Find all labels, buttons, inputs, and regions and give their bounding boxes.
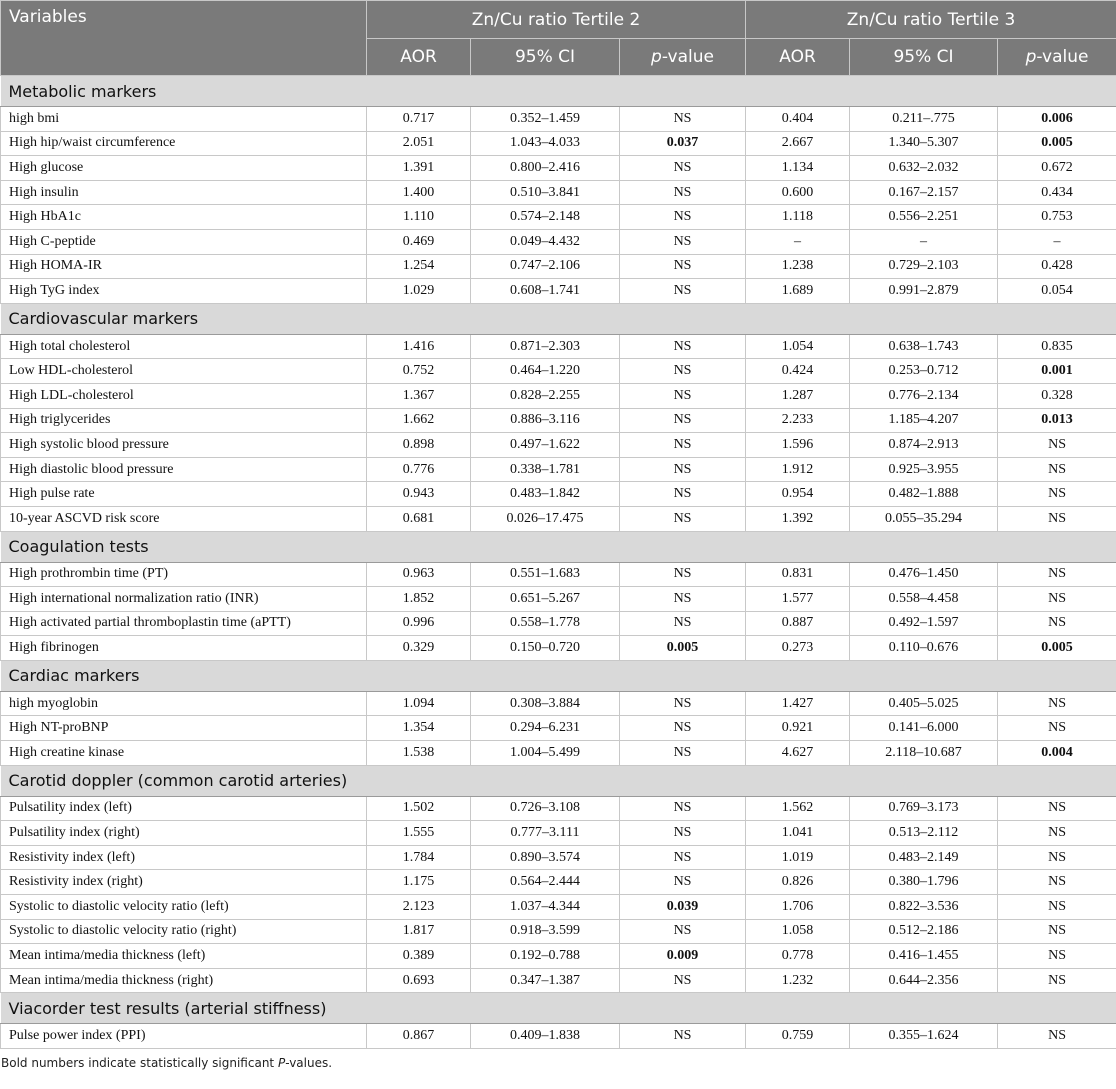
t3-aor-cell: 1.706 [746, 895, 850, 920]
t2-ci-cell: 0.608–1.741 [471, 279, 620, 304]
variable-cell: High hip/waist circumference [1, 131, 367, 156]
t2-aor-cell: 0.389 [367, 944, 471, 969]
section-title: Cardiovascular markers [1, 303, 1116, 334]
variable-cell: High TyG index [1, 279, 367, 304]
t3-aor-cell: 1.287 [746, 383, 850, 408]
section-row [1, 76, 1116, 107]
table-row [1, 180, 1116, 205]
section-title: Metabolic markers [1, 76, 1116, 107]
t2-ci-cell: 0.551–1.683 [471, 562, 620, 587]
t3-pvalue-cell: 0.672 [998, 156, 1116, 181]
t2-ci-cell: 0.800–2.416 [471, 156, 620, 181]
t3-pvalue-cell: NS [998, 482, 1116, 507]
t2-ci-cell: 0.338–1.781 [471, 457, 620, 482]
table-row [1, 359, 1116, 384]
t3-ci-cell: 0.405–5.025 [850, 691, 998, 716]
t3-pvalue-cell: NS [998, 1024, 1116, 1049]
t3-aor-cell: 0.921 [746, 716, 850, 741]
t2-ci-cell: 0.049–4.432 [471, 229, 620, 254]
t2-pvalue-cell: NS [620, 229, 746, 254]
t3-pvalue-cell: NS [998, 968, 1116, 993]
section-title: Cardiac markers [1, 660, 1116, 691]
t3-aor-cell: 1.689 [746, 279, 850, 304]
t3-ci-cell: 0.141–6.000 [850, 716, 998, 741]
t2-pvalue-cell: 0.009 [620, 944, 746, 969]
t2-pvalue-cell: NS [620, 1024, 746, 1049]
t3-pvalue-cell: 0.005 [998, 131, 1116, 156]
t2-aor-header: AOR [367, 39, 471, 76]
t3-ci-cell: 0.355–1.624 [850, 1024, 998, 1049]
t2-aor-cell: 0.717 [367, 107, 471, 132]
variable-cell: 10-year ASCVD risk score [1, 506, 367, 531]
t2-aor-cell: 1.254 [367, 254, 471, 279]
t2-ci-cell: 0.890–3.574 [471, 845, 620, 870]
t2-aor-cell: 1.662 [367, 408, 471, 433]
t2-aor-cell: 0.329 [367, 636, 471, 661]
table-row [1, 691, 1116, 716]
t3-ci-cell: 0.632–2.032 [850, 156, 998, 181]
t3-pvalue-cell: 0.054 [998, 279, 1116, 304]
t3-aor-cell: 0.424 [746, 359, 850, 384]
t3-aor-cell: 1.912 [746, 457, 850, 482]
t3-ci-cell: 0.482–1.888 [850, 482, 998, 507]
t3-ci-cell: 0.512–2.186 [850, 919, 998, 944]
t3-pvalue-cell: NS [998, 821, 1116, 846]
variable-cell: High glucose [1, 156, 367, 181]
t3-pvalue-cell: – [998, 229, 1116, 254]
t2-aor-cell: 1.784 [367, 845, 471, 870]
t3-ci-cell: 0.055–35.294 [850, 506, 998, 531]
t2-aor-cell: 2.123 [367, 895, 471, 920]
t3-ci-cell: 0.991–2.879 [850, 279, 998, 304]
t3-ci-cell: 0.769–3.173 [850, 796, 998, 821]
t2-aor-cell: 0.681 [367, 506, 471, 531]
t2-aor-cell: 0.693 [367, 968, 471, 993]
tertile2-header: Zn/Cu ratio Tertile 2 [367, 1, 746, 39]
t3-aor-header: AOR [746, 39, 850, 76]
variable-cell: Systolic to diastolic velocity ratio (left) [1, 895, 367, 920]
t2-pvalue-cell: NS [620, 821, 746, 846]
t3-ci-cell: 0.776–2.134 [850, 383, 998, 408]
table-row [1, 870, 1116, 895]
t2-ci-cell: 0.747–2.106 [471, 254, 620, 279]
t2-ci-cell: 0.510–3.841 [471, 180, 620, 205]
t3-aor-cell: 2.233 [746, 408, 850, 433]
t2-pvalue-cell: NS [620, 254, 746, 279]
t3-pvalue-cell: NS [998, 433, 1116, 458]
t2-aor-cell: 1.391 [367, 156, 471, 181]
t2-ci-cell: 0.409–1.838 [471, 1024, 620, 1049]
variable-cell: Mean intima/media thickness (left) [1, 944, 367, 969]
t2-ci-cell: 0.347–1.387 [471, 968, 620, 993]
t2-pvalue-cell: 0.039 [620, 895, 746, 920]
t3-ci-cell: 1.185–4.207 [850, 408, 998, 433]
t2-ci-header: 95% CI [471, 39, 620, 76]
t3-aor-cell: 1.041 [746, 821, 850, 846]
section-row [1, 765, 1116, 796]
t2-pvalue-cell: NS [620, 433, 746, 458]
t2-ci-cell: 0.828–2.255 [471, 383, 620, 408]
variable-cell: Pulsatility index (left) [1, 796, 367, 821]
variable-cell: Systolic to diastolic velocity ratio (right) [1, 919, 367, 944]
t2-pvalue-cell: NS [620, 716, 746, 741]
t3-aor-cell: 1.019 [746, 845, 850, 870]
t3-ci-cell: 0.492–1.597 [850, 611, 998, 636]
t2-pvalue-cell: NS [620, 457, 746, 482]
pvalue-suffix: -value [1036, 47, 1089, 67]
table-row [1, 279, 1116, 304]
table-row [1, 845, 1116, 870]
t2-ci-cell: 0.726–3.108 [471, 796, 620, 821]
t3-pvalue-cell: 0.004 [998, 741, 1116, 766]
t2-ci-cell: 1.043–4.033 [471, 131, 620, 156]
t3-pvalue-cell: 0.013 [998, 408, 1116, 433]
t2-aor-cell: 1.416 [367, 334, 471, 359]
variable-cell: High fibrinogen [1, 636, 367, 661]
variable-cell: Pulsatility index (right) [1, 821, 367, 846]
t3-aor-cell: 1.054 [746, 334, 850, 359]
variable-cell: High international normalization ratio (INR) [1, 587, 367, 612]
variable-cell: High activated partial thromboplastin time (aPTT) [1, 611, 367, 636]
variable-cell: High HbA1c [1, 205, 367, 230]
t2-aor-cell: 0.898 [367, 433, 471, 458]
t3-aor-cell: 0.831 [746, 562, 850, 587]
t3-aor-cell: 0.954 [746, 482, 850, 507]
t2-aor-cell: 1.354 [367, 716, 471, 741]
t3-pvalue-cell: 0.434 [998, 180, 1116, 205]
t2-ci-cell: 1.037–4.344 [471, 895, 620, 920]
section-row [1, 303, 1116, 334]
pvalue-suffix: -value [661, 47, 714, 67]
t2-ci-cell: 0.294–6.231 [471, 716, 620, 741]
section-title: Carotid doppler (common carotid arteries) [1, 765, 1116, 796]
table-row [1, 383, 1116, 408]
t2-pvalue-cell: NS [620, 279, 746, 304]
t2-aor-cell: 1.029 [367, 279, 471, 304]
variable-cell: High NT-proBNP [1, 716, 367, 741]
t2-pvalue-cell: NS [620, 107, 746, 132]
t2-aor-cell: 0.943 [367, 482, 471, 507]
t3-ci-cell: 0.253–0.712 [850, 359, 998, 384]
t2-pvalue-header [620, 39, 746, 76]
t2-ci-cell: 0.886–3.116 [471, 408, 620, 433]
t2-aor-cell: 0.867 [367, 1024, 471, 1049]
table-row [1, 741, 1116, 766]
t2-pvalue-cell: NS [620, 359, 746, 384]
section-row [1, 531, 1116, 562]
variable-cell: High diastolic blood pressure [1, 457, 367, 482]
t2-ci-cell: 0.464–1.220 [471, 359, 620, 384]
t3-ci-cell: 0.416–1.455 [850, 944, 998, 969]
t3-ci-cell: 1.340–5.307 [850, 131, 998, 156]
t2-pvalue-cell: NS [620, 180, 746, 205]
t2-pvalue-cell: NS [620, 383, 746, 408]
t3-ci-cell: 0.483–2.149 [850, 845, 998, 870]
t2-ci-cell: 0.871–2.303 [471, 334, 620, 359]
t2-ci-cell: 0.483–1.842 [471, 482, 620, 507]
t2-pvalue-cell: NS [620, 796, 746, 821]
table-row [1, 408, 1116, 433]
t2-ci-cell: 0.150–0.720 [471, 636, 620, 661]
t3-ci-cell: 0.211–.775 [850, 107, 998, 132]
t3-pvalue-cell: 0.753 [998, 205, 1116, 230]
t2-aor-cell: 1.555 [367, 821, 471, 846]
table-row [1, 636, 1116, 661]
table-row [1, 587, 1116, 612]
table-body [1, 76, 1116, 1049]
t2-pvalue-cell: NS [620, 205, 746, 230]
t3-pvalue-cell: 0.005 [998, 636, 1116, 661]
t2-aor-cell: 1.175 [367, 870, 471, 895]
t3-pvalue-cell: NS [998, 845, 1116, 870]
variable-cell: High insulin [1, 180, 367, 205]
t2-ci-cell: 0.564–2.444 [471, 870, 620, 895]
footnote-suffix: -values. [285, 1056, 333, 1070]
t3-aor-cell: 1.577 [746, 587, 850, 612]
table-row [1, 229, 1116, 254]
t3-aor-cell: 1.562 [746, 796, 850, 821]
t2-pvalue-cell: NS [620, 562, 746, 587]
t2-aor-cell: 1.538 [367, 741, 471, 766]
t3-pvalue-cell: 0.835 [998, 334, 1116, 359]
t3-aor-cell: 0.826 [746, 870, 850, 895]
t2-pvalue-cell: NS [620, 334, 746, 359]
variable-cell: High triglycerides [1, 408, 367, 433]
t3-aor-cell: 1.058 [746, 919, 850, 944]
table-row [1, 821, 1116, 846]
t2-ci-cell: 0.651–5.267 [471, 587, 620, 612]
t2-pvalue-cell: NS [620, 691, 746, 716]
t3-ci-cell: 0.513–2.112 [850, 821, 998, 846]
t3-pvalue-cell: NS [998, 796, 1116, 821]
t2-pvalue-cell: NS [620, 870, 746, 895]
t3-aor-cell: 0.759 [746, 1024, 850, 1049]
tertile3-header: Zn/Cu ratio Tertile 3 [746, 1, 1116, 39]
t2-pvalue-cell: NS [620, 506, 746, 531]
table-row [1, 796, 1116, 821]
t2-ci-cell: 0.308–3.884 [471, 691, 620, 716]
t2-pvalue-cell: NS [620, 919, 746, 944]
t3-pvalue-cell: NS [998, 457, 1116, 482]
table-row [1, 895, 1116, 920]
p-italic: p [1025, 47, 1037, 67]
section-title: Coagulation tests [1, 531, 1116, 562]
variable-cell: Mean intima/media thickness (right) [1, 968, 367, 993]
table-row [1, 131, 1116, 156]
t3-ci-cell: 0.925–3.955 [850, 457, 998, 482]
t3-aor-cell: 0.600 [746, 180, 850, 205]
t3-aor-cell: – [746, 229, 850, 254]
t3-pvalue-cell: NS [998, 716, 1116, 741]
t2-aor-cell: 1.110 [367, 205, 471, 230]
t3-aor-cell: 1.118 [746, 205, 850, 230]
t3-ci-cell: 0.729–2.103 [850, 254, 998, 279]
t3-pvalue-cell: NS [998, 562, 1116, 587]
t3-ci-cell: – [850, 229, 998, 254]
table-row [1, 611, 1116, 636]
section-title: Viacorder test results (arterial stiffness) [1, 993, 1116, 1024]
t3-aor-cell: 1.134 [746, 156, 850, 181]
t3-pvalue-cell: 0.006 [998, 107, 1116, 132]
t2-ci-cell: 0.352–1.459 [471, 107, 620, 132]
t2-aor-cell: 1.094 [367, 691, 471, 716]
table-row [1, 457, 1116, 482]
t2-aor-cell: 1.852 [367, 587, 471, 612]
t2-aor-cell: 1.502 [367, 796, 471, 821]
table-row [1, 482, 1116, 507]
variable-cell: High HOMA-IR [1, 254, 367, 279]
t2-pvalue-cell: NS [620, 611, 746, 636]
t3-aor-cell: 1.392 [746, 506, 850, 531]
t3-ci-cell: 0.476–1.450 [850, 562, 998, 587]
section-row [1, 660, 1116, 691]
t3-pvalue-cell: 0.001 [998, 359, 1116, 384]
t2-ci-cell: 0.497–1.622 [471, 433, 620, 458]
t3-aor-cell: 4.627 [746, 741, 850, 766]
t2-aor-cell: 1.400 [367, 180, 471, 205]
t3-ci-cell: 0.380–1.796 [850, 870, 998, 895]
t3-ci-cell: 0.644–2.356 [850, 968, 998, 993]
t3-aor-cell: 1.596 [746, 433, 850, 458]
t2-aor-cell: 0.776 [367, 457, 471, 482]
t2-aor-cell: 1.817 [367, 919, 471, 944]
t3-ci-cell: 0.558–4.458 [850, 587, 998, 612]
t2-pvalue-cell: 0.037 [620, 131, 746, 156]
table-row [1, 107, 1116, 132]
t2-pvalue-cell: NS [620, 156, 746, 181]
t3-pvalue-cell: NS [998, 870, 1116, 895]
footnote [0, 1049, 1116, 1070]
t3-aor-cell: 0.778 [746, 944, 850, 969]
variable-cell: Pulse power index (PPI) [1, 1024, 367, 1049]
t3-ci-cell: 2.118–10.687 [850, 741, 998, 766]
t2-aor-cell: 0.752 [367, 359, 471, 384]
variable-cell: High systolic blood pressure [1, 433, 367, 458]
t3-ci-cell: 0.110–0.676 [850, 636, 998, 661]
variable-cell: Low HDL-cholesterol [1, 359, 367, 384]
t3-aor-cell: 1.427 [746, 691, 850, 716]
t3-ci-cell: 0.638–1.743 [850, 334, 998, 359]
table-row [1, 506, 1116, 531]
t3-pvalue-cell: NS [998, 919, 1116, 944]
table-row [1, 968, 1116, 993]
t3-ci-header: 95% CI [850, 39, 998, 76]
t3-aor-cell: 1.232 [746, 968, 850, 993]
table-row [1, 205, 1116, 230]
t3-pvalue-cell: NS [998, 895, 1116, 920]
t2-ci-cell: 0.192–0.788 [471, 944, 620, 969]
t3-pvalue-header [998, 39, 1116, 76]
t3-aor-cell: 2.667 [746, 131, 850, 156]
variable-cell: Resistivity index (left) [1, 845, 367, 870]
table-row [1, 944, 1116, 969]
t3-pvalue-cell: NS [998, 506, 1116, 531]
footnote-p: P [277, 1056, 286, 1070]
variables-header: Variables [1, 1, 367, 76]
t3-pvalue-cell: NS [998, 691, 1116, 716]
table-row [1, 1024, 1116, 1049]
t2-pvalue-cell: NS [620, 741, 746, 766]
t3-pvalue-cell: NS [998, 611, 1116, 636]
t3-aor-cell: 0.404 [746, 107, 850, 132]
table-row [1, 433, 1116, 458]
t2-aor-cell: 0.996 [367, 611, 471, 636]
variable-cell: high bmi [1, 107, 367, 132]
t3-pvalue-cell: NS [998, 587, 1116, 612]
variable-cell: High total cholesterol [1, 334, 367, 359]
t3-pvalue-cell: 0.328 [998, 383, 1116, 408]
t3-ci-cell: 0.556–2.251 [850, 205, 998, 230]
t2-ci-cell: 0.558–1.778 [471, 611, 620, 636]
variable-cell: High creatine kinase [1, 741, 367, 766]
t2-pvalue-cell: NS [620, 845, 746, 870]
t2-aor-cell: 0.469 [367, 229, 471, 254]
table-row [1, 716, 1116, 741]
p-italic: p [651, 47, 662, 67]
t3-ci-cell: 0.822–3.536 [850, 895, 998, 920]
t3-ci-cell: 0.874–2.913 [850, 433, 998, 458]
t2-pvalue-cell: 0.005 [620, 636, 746, 661]
table-row [1, 919, 1116, 944]
variable-cell: High LDL-cholesterol [1, 383, 367, 408]
table-row [1, 562, 1116, 587]
variable-cell: High C-peptide [1, 229, 367, 254]
variable-cell: Resistivity index (right) [1, 870, 367, 895]
t2-pvalue-cell: NS [620, 482, 746, 507]
t2-ci-cell: 0.574–2.148 [471, 205, 620, 230]
t2-aor-cell: 0.963 [367, 562, 471, 587]
section-row [1, 993, 1116, 1024]
table-row [1, 156, 1116, 181]
table-header [1, 1, 1116, 76]
t3-aor-cell: 0.887 [746, 611, 850, 636]
t3-aor-cell: 0.273 [746, 636, 850, 661]
t2-aor-cell: 2.051 [367, 131, 471, 156]
t2-pvalue-cell: NS [620, 968, 746, 993]
t2-ci-cell: 0.026–17.475 [471, 506, 620, 531]
t2-aor-cell: 1.367 [367, 383, 471, 408]
table-row [1, 254, 1116, 279]
t3-pvalue-cell: NS [998, 944, 1116, 969]
t3-aor-cell: 1.238 [746, 254, 850, 279]
table-row [1, 334, 1116, 359]
t2-pvalue-cell: NS [620, 408, 746, 433]
t3-pvalue-cell: 0.428 [998, 254, 1116, 279]
variable-cell: high myoglobin [1, 691, 367, 716]
footnote-prefix: Bold numbers indicate statistically significant [1, 1056, 278, 1070]
t3-ci-cell: 0.167–2.157 [850, 180, 998, 205]
variable-cell: High pulse rate [1, 482, 367, 507]
t2-ci-cell: 1.004–5.499 [471, 741, 620, 766]
variable-cell: High prothrombin time (PT) [1, 562, 367, 587]
t2-ci-cell: 0.777–3.111 [471, 821, 620, 846]
t2-pvalue-cell: NS [620, 587, 746, 612]
t2-ci-cell: 0.918–3.599 [471, 919, 620, 944]
